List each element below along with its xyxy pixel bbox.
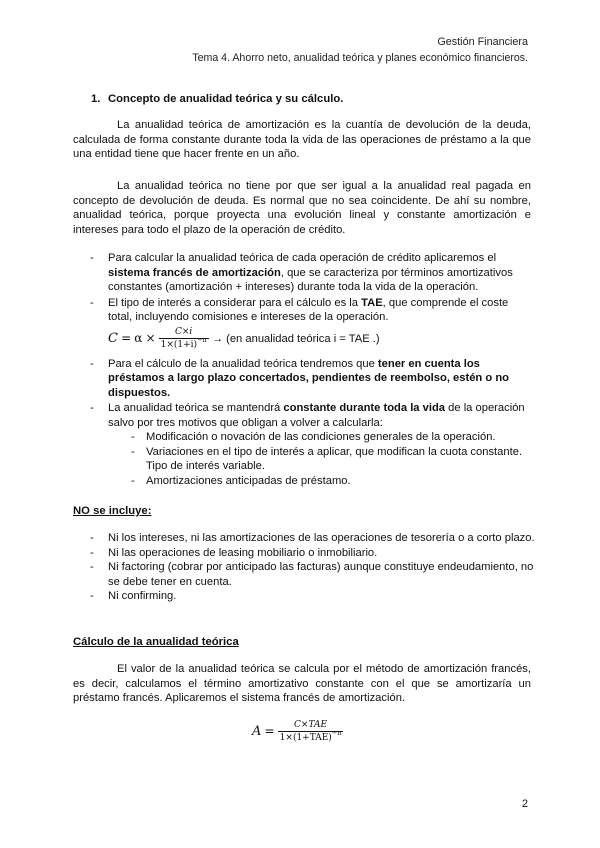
bullet-dash: - bbox=[90, 252, 94, 264]
formula-fraction: $\frac{\text{C×TAE}}{1\times(1+TAE)^{-n}}$ bbox=[279, 720, 342, 743]
list-item: - Ni confirming. bbox=[90, 590, 177, 602]
list-item: - Ni los intereses, ni las amortizaciones de las operaciones de tesorería o a corto plazo. bbox=[90, 532, 535, 544]
paragraph-explanation: La anualidad teórica no tiene por que ser igual a la anualidad real pagada en concepto de devolución de deuda. Es normal que no sea coincidente. De ahí su nombre, anualidad teórica, porque proyecta una evolución lineal y constante amortización e intereses para todo el plazo de la operación de crédito. bbox=[73, 180, 531, 236]
header-subject: Gestión Financiera bbox=[437, 36, 528, 48]
formula-anualidad: C = α × $\frac{C\times i}{1\times(1+i)^{-n}}$ → (en anualidad teórica i = TAE .) bbox=[108, 326, 380, 350]
sub-list-item: - Modificación o novación de las condiciones generales de la operación. bbox=[131, 431, 496, 443]
section-title: Concepto de anualidad teórica y su cálculo. bbox=[108, 93, 344, 105]
formula-fraction: $\frac{C\times i}{1\times(1+i)^{-n}}$ bbox=[160, 326, 207, 350]
sub-list-item: - Amortizaciones anticipadas de préstamo. bbox=[131, 474, 351, 487]
list-item: - Ni factoring (cobrar por anticipado las facturas) aunque constituye endeudamiento, no se debe tener en cuenta. bbox=[90, 561, 534, 588]
section-heading bbox=[91, 92, 343, 107]
no-incluye-title: NO se incluye: bbox=[73, 505, 152, 517]
sub-list-item: - Variaciones en el tipo de interés a aplicar, que modifican la cuota constante. Tipo de interés variable. bbox=[131, 445, 523, 472]
bullet-dash: - bbox=[90, 296, 94, 309]
list-item: - La anualidad teórica se mantendrá constante durante toda la vida de la operación salvo por tres motivos que obligan a volver a calcularla: - Modificación o novación de las condiciones generales de la operación. - Variaciones en el tipo de interés a aplicar, que modifican la cuota constante. Tipo de interés variable. - Amortizaciones anticipadas de préstamo. bbox=[73, 401, 535, 488]
formula-anualidad-teorica: A = $\frac{\text{C×TAE}}{1\times(1+TAE)^{-n}}$ bbox=[252, 720, 342, 743]
bullet-list-exclusions bbox=[73, 531, 535, 604]
paragraph-definition: La anualidad teórica de amortización es la cuantía de devolución de la deuda, calculada de forma constante durante toda la vida de las operaciones de préstamo a la que una entidad tiene que hacer frente en un año. bbox=[73, 119, 531, 160]
calculo-title: Cálculo de la anualidad teórica bbox=[73, 636, 239, 648]
section-number: 1. bbox=[91, 93, 101, 105]
list-item: - Ni las operaciones de leasing mobiliario o inmobiliario. bbox=[90, 546, 378, 559]
list-item: - El tipo de interés a considerar para el cálculo es la TAE, que comprende el coste total, incluyendo comisiones e intereses de la operación. C = α × $\frac{C\times i}{1\times(1+i)^{-n}}$ → (en anualidad teórica i = TAE .) bbox=[73, 296, 535, 355]
list-item: - Para el cálculo de la anualidad teórica tendremos que tener en cuenta los préstamos a largo plazo concertados, pendientes de reembolso, estén o no dispuestos. bbox=[90, 357, 509, 399]
bullet-list-main bbox=[73, 251, 535, 488]
list-item: - Para calcular la anualidad teórica de cada operación de crédito aplicaremos el sistema francés de amortización, que se caracteriza por términos amortizativos constantes (amortización + intereses) durante toda la vida de la operación. bbox=[90, 252, 513, 293]
bullet-dash: - bbox=[90, 402, 94, 414]
page-number: 2 bbox=[521, 798, 528, 810]
header-topic: Tema 4. Ahorro neto, anualidad teórica y planes económico financieros. bbox=[192, 52, 528, 64]
bullet-dash: - bbox=[90, 357, 94, 370]
sub-list bbox=[108, 430, 535, 488]
paragraph-calculo: El valor de la anualidad teórica se calcula por el método de amortización francés, es decir, calculamos el término amortizativo constante con el que se amortizaría un préstamo francés. Aplicaremos el sistema francés de amortización. bbox=[73, 663, 531, 704]
